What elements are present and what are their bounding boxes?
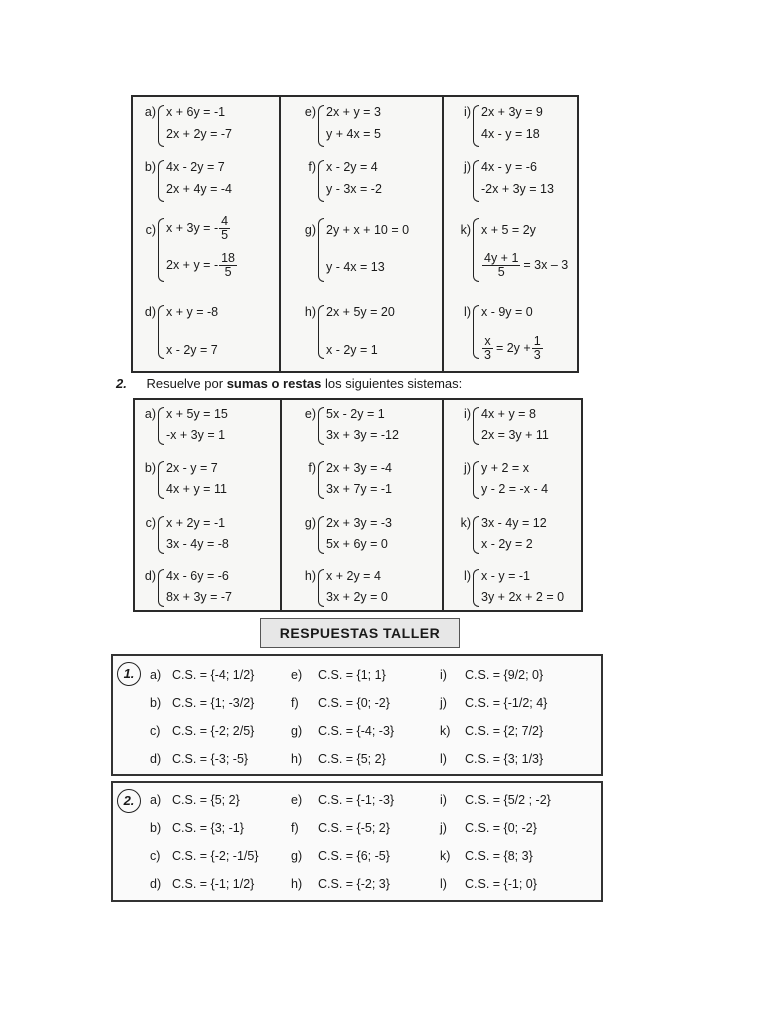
equation-2 <box>166 343 218 357</box>
system-brace <box>158 461 164 499</box>
item-label: j) <box>464 160 471 174</box>
equation-text: x - 2y = 7 <box>166 343 218 357</box>
fraction-denominator: 5 <box>224 265 232 279</box>
fraction <box>532 335 543 362</box>
fraction <box>219 252 237 279</box>
equation-1 <box>481 105 543 119</box>
equation-2 <box>326 537 388 551</box>
answer-label: e) <box>291 668 303 682</box>
equation-text: 4x - y = 18 <box>481 127 540 141</box>
equation-text: 4x - 6y = -6 <box>166 569 229 583</box>
equation-1 <box>326 223 409 237</box>
equation-text: x - 2y = 1 <box>326 343 378 357</box>
fraction-numerator: 1 <box>533 334 541 348</box>
equation-2 <box>326 343 378 357</box>
system-cell <box>453 103 583 147</box>
system-brace <box>158 105 164 147</box>
equation-text: y - 4x = 13 <box>326 260 385 274</box>
equation-1 <box>481 516 547 530</box>
answer-value: C.S. = {1; -3/2} <box>172 696 255 710</box>
answers-banner: RESPUESTAS TALLER <box>260 618 460 648</box>
answer-label: j) <box>440 696 447 710</box>
answer-label: b) <box>150 821 162 835</box>
equation-2 <box>326 182 382 196</box>
equation-2 <box>481 482 548 496</box>
item-label: b) <box>144 461 156 475</box>
answer-value: C.S. = {9/2; 0} <box>465 668 544 682</box>
section-2-instruction <box>116 376 462 391</box>
equation-1 <box>166 215 231 242</box>
system-brace <box>473 160 479 202</box>
fraction-numerator: x <box>482 335 493 349</box>
equation-1 <box>166 569 229 583</box>
system-brace <box>473 305 479 359</box>
system-brace <box>318 407 324 445</box>
equation-text: 4x - y = -6 <box>481 160 537 174</box>
answer-label: h) <box>291 877 303 891</box>
system-cell <box>453 216 583 282</box>
equation-text: x + 5y = 15 <box>166 407 228 421</box>
answer-label: l) <box>440 877 447 891</box>
equation-1 <box>326 160 378 174</box>
equation-1 <box>326 305 395 319</box>
equation-text: x + 6y = -1 <box>166 105 226 119</box>
answer-label: a) <box>150 668 162 682</box>
item-label: c) <box>145 223 156 237</box>
answer-label: i) <box>440 793 447 807</box>
equation-2 <box>481 590 564 604</box>
system-cell <box>298 405 428 445</box>
column-divider <box>280 400 282 610</box>
equation-text: 4x + y = 8 <box>481 407 536 421</box>
answer-value: C.S. = {5; 2} <box>172 793 240 807</box>
equation-text: 2x - y = 7 <box>166 461 218 475</box>
equation-1 <box>481 223 536 237</box>
system-brace <box>473 407 479 445</box>
equation-text: 3x + 7y = -1 <box>326 482 393 496</box>
answer-label: g) <box>291 849 303 863</box>
system-cell <box>453 158 583 202</box>
system-brace <box>473 218 479 282</box>
answer-label: d) <box>150 752 162 766</box>
system-cell <box>298 514 428 554</box>
answer-label: k) <box>440 849 451 863</box>
instruction-bold: sumas o restas <box>226 376 322 391</box>
equation-1 <box>481 160 537 174</box>
item-label: c) <box>145 516 156 530</box>
item-label: k) <box>460 223 471 237</box>
answer-value: C.S. = {-1/2; 4} <box>465 696 548 710</box>
item-label: d) <box>144 569 156 583</box>
equation-text: x + 2y = -1 <box>166 516 226 530</box>
system-cell <box>138 216 268 282</box>
answer-value: C.S. = {-4; 1/2} <box>172 668 255 682</box>
equation-text: x + y = -8 <box>166 305 219 319</box>
item-label: l) <box>464 569 471 583</box>
equation-2 <box>326 590 388 604</box>
fraction <box>482 252 520 279</box>
equation-text: 2x + y = 3 <box>326 105 381 119</box>
system-cell <box>138 103 268 147</box>
system-brace <box>318 516 324 554</box>
item-label: f) <box>308 160 316 174</box>
equation-2 <box>481 428 549 442</box>
equation-1 <box>326 461 392 475</box>
answers-badge-1: 1. <box>117 662 141 686</box>
equation-2 <box>326 428 399 442</box>
equation-text: 3y + 2x + 2 = 0 <box>481 590 565 604</box>
equation-text: 3x - 4y = -8 <box>166 537 229 551</box>
answer-value: C.S. = {-2; 3} <box>318 877 390 891</box>
equation-text: 3x + 3y = -12 <box>326 428 399 442</box>
fraction-numerator: 18 <box>221 251 236 265</box>
equation-2 <box>481 537 533 551</box>
system-brace <box>158 516 164 554</box>
system-brace <box>158 160 164 202</box>
answer-value: C.S. = {3; -1} <box>172 821 244 835</box>
item-label: i) <box>464 407 471 421</box>
answers-badge-2: 2. <box>117 789 141 813</box>
answer-value: C.S. = {3; 1/3} <box>465 752 544 766</box>
equation-1 <box>481 305 533 319</box>
system-cell <box>138 303 268 359</box>
equation-2 <box>326 127 381 141</box>
system-brace <box>318 461 324 499</box>
answer-label: a) <box>150 793 162 807</box>
fraction-denominator: 3 <box>484 348 491 362</box>
fraction-denominator: 3 <box>533 348 541 362</box>
equation-text: y + 4x = 5 <box>326 127 381 141</box>
system-brace <box>158 569 164 607</box>
answer-label: h) <box>291 752 303 766</box>
equation-text: x - 9y = 0 <box>481 305 533 319</box>
system-cell <box>138 514 268 554</box>
answer-value: C.S. = {-3; -5} <box>172 752 249 766</box>
system-cell <box>298 459 428 499</box>
item-label: a) <box>144 407 156 421</box>
equation-text: 2x = 3y + 11 <box>481 428 549 442</box>
answer-label: e) <box>291 793 303 807</box>
answer-label: d) <box>150 877 162 891</box>
equation-2 <box>481 127 540 141</box>
answer-value: C.S. = {6; -5} <box>318 849 390 863</box>
equation-1 <box>326 105 381 119</box>
answer-value: C.S. = {-2; 2/5} <box>172 724 255 738</box>
equation-1 <box>326 569 381 583</box>
answer-label: k) <box>440 724 451 738</box>
equation-text: x + 3y = - <box>166 220 219 235</box>
system-cell <box>298 567 428 607</box>
equation-1 <box>326 516 392 530</box>
column-divider <box>279 97 281 371</box>
answer-label: j) <box>440 821 447 835</box>
item-label: l) <box>464 305 471 319</box>
item-label: i) <box>464 105 471 119</box>
answer-value: C.S. = {-5; 2} <box>318 821 390 835</box>
item-label: e) <box>304 407 316 421</box>
equation-2 <box>481 335 544 362</box>
system-brace <box>158 218 164 282</box>
equation-1 <box>166 516 225 530</box>
answer-value: C.S. = {0; -2} <box>465 821 537 835</box>
equation-text: = 2y + <box>495 340 531 355</box>
equation-2 <box>166 428 225 442</box>
fraction-numerator: 4 <box>221 214 229 228</box>
equation-text: 2x + 3y = -3 <box>326 516 393 530</box>
equation-text: 4x + y = 11 <box>166 482 227 496</box>
instruction-post: los siguientes sistemas: <box>321 376 463 391</box>
equation-text: 2x + 3y = -4 <box>326 461 393 475</box>
answer-label: f) <box>291 821 299 835</box>
equation-text: 8x + 3y = -7 <box>166 590 233 604</box>
fraction <box>482 335 493 362</box>
system-cell <box>298 103 428 147</box>
system-cell <box>298 158 428 202</box>
equation-text: 5x - 2y = 1 <box>326 407 385 421</box>
equation-text: 4x - 2y = 7 <box>166 160 225 174</box>
equation-text: x + 2y = 4 <box>326 569 381 583</box>
answer-value: C.S. = {-2; -1/5} <box>172 849 259 863</box>
answer-value: C.S. = {5; 2} <box>318 752 386 766</box>
equation-text: x - 2y = 2 <box>481 537 533 551</box>
equation-1 <box>481 407 536 421</box>
item-label: d) <box>144 305 156 319</box>
system-cell <box>298 303 428 359</box>
item-label: g) <box>304 516 316 530</box>
system-cell <box>138 459 268 499</box>
equation-2 <box>166 252 238 279</box>
instruction-pre: Resuelve por <box>146 376 227 391</box>
equation-text: x - 2y = 4 <box>326 160 378 174</box>
system-cell <box>453 459 583 499</box>
system-cell <box>453 567 583 607</box>
equation-text: = 3x – 3 <box>523 257 569 272</box>
system-brace <box>318 105 324 147</box>
answer-label: c) <box>150 724 161 738</box>
equation-text: x + 5 = 2y <box>481 223 536 237</box>
equation-1 <box>481 569 530 583</box>
system-brace <box>318 160 324 202</box>
column-divider <box>442 400 444 610</box>
equation-text: 5x + 6y = 0 <box>326 537 388 551</box>
equation-2 <box>326 482 392 496</box>
equation-2 <box>326 260 385 274</box>
equation-1 <box>326 407 385 421</box>
answer-value: C.S. = {-4; -3} <box>318 724 395 738</box>
answer-value: C.S. = {1; 1} <box>318 668 386 682</box>
equation-text: 2x + 2y = -7 <box>166 127 233 141</box>
item-label: g) <box>304 223 316 237</box>
equation-1 <box>481 461 529 475</box>
system-brace <box>318 305 324 359</box>
answer-value: C.S. = {2; 7/2} <box>465 724 544 738</box>
system-brace <box>473 105 479 147</box>
system-cell <box>453 303 583 362</box>
equation-text: 2x + y = - <box>166 257 219 272</box>
fraction-denominator: 5 <box>221 228 229 242</box>
equation-2 <box>166 482 227 496</box>
item-label: f) <box>308 461 316 475</box>
answer-label: b) <box>150 696 162 710</box>
equation-text: 2x + 4y = -4 <box>166 182 233 196</box>
equation-text: 3x - 4y = 12 <box>481 516 547 530</box>
system-cell <box>138 567 268 607</box>
answer-value: C.S. = {8; 3} <box>465 849 533 863</box>
item-label: j) <box>464 461 471 475</box>
system-cell <box>453 405 583 445</box>
fraction <box>219 215 230 242</box>
item-label: k) <box>460 516 471 530</box>
system-brace <box>318 569 324 607</box>
equation-text: y - 3x = -2 <box>326 182 382 196</box>
equation-text: -2x + 3y = 13 <box>481 182 554 196</box>
equation-1 <box>166 105 225 119</box>
system-brace <box>158 407 164 445</box>
system-cell <box>453 514 583 554</box>
fraction-denominator: 5 <box>497 265 505 279</box>
system-cell <box>298 216 428 282</box>
equation-text: 3x + 2y = 0 <box>326 590 388 604</box>
equation-2 <box>166 127 232 141</box>
system-brace <box>473 461 479 499</box>
answer-value: C.S. = {0; -2} <box>318 696 390 710</box>
equation-2 <box>481 182 554 196</box>
system-cell <box>138 158 268 202</box>
equation-1 <box>166 461 218 475</box>
answer-label: i) <box>440 668 447 682</box>
equation-text: 2y + x + 10 = 0 <box>326 223 410 237</box>
equation-text: -x + 3y = 1 <box>166 428 226 442</box>
column-divider <box>442 97 444 371</box>
system-cell <box>138 405 268 445</box>
item-label: h) <box>304 305 316 319</box>
equation-1 <box>166 160 225 174</box>
system-brace <box>318 218 324 282</box>
equation-1 <box>166 407 228 421</box>
section-number: 2. <box>116 376 127 391</box>
system-brace <box>473 516 479 554</box>
item-label: e) <box>304 105 316 119</box>
equation-text: 2x + 5y = 20 <box>326 305 395 319</box>
item-label: h) <box>304 569 316 583</box>
answer-value: C.S. = {5/2 ; -2} <box>465 793 551 807</box>
answer-label: c) <box>150 849 161 863</box>
equation-2 <box>481 252 568 279</box>
fraction-numerator: 4y + 1 <box>484 251 519 265</box>
item-label: b) <box>144 160 156 174</box>
answer-value: C.S. = {-1; -3} <box>318 793 395 807</box>
equation-2 <box>166 182 232 196</box>
answer-label: g) <box>291 724 303 738</box>
system-brace <box>158 305 164 359</box>
answer-label: l) <box>440 752 447 766</box>
answer-value: C.S. = {-1; 1/2} <box>172 877 255 891</box>
answer-label: f) <box>291 696 299 710</box>
equation-2 <box>166 537 229 551</box>
equation-text: y + 2 = x <box>481 461 529 475</box>
equation-2 <box>166 590 232 604</box>
item-label: a) <box>144 105 156 119</box>
equation-text: 2x + 3y = 9 <box>481 105 543 119</box>
system-brace <box>473 569 479 607</box>
equation-text: x - y = -1 <box>481 569 530 583</box>
answer-value: C.S. = {-1; 0} <box>465 877 537 891</box>
equation-text: y - 2 = -x - 4 <box>481 482 549 496</box>
equation-1 <box>166 305 218 319</box>
